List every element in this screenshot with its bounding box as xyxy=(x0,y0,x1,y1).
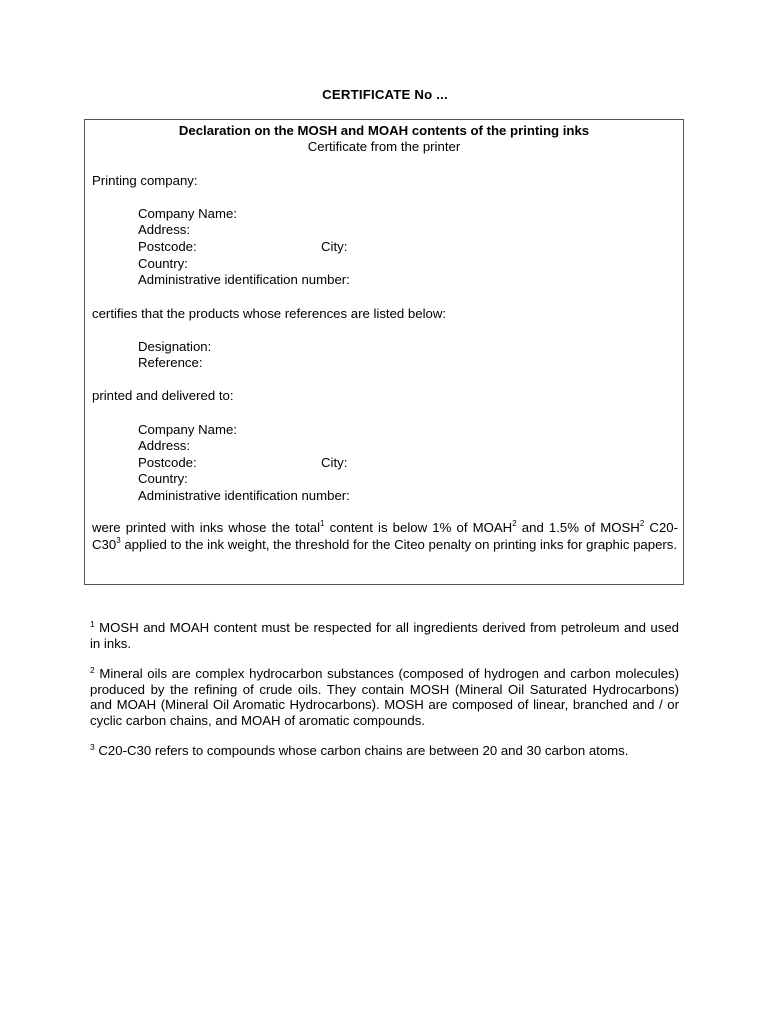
recipient-country-label: Country: xyxy=(138,471,188,486)
printing-company-label: Printing company: xyxy=(92,173,198,188)
declaration-subheading: Certificate from the printer xyxy=(307,139,461,154)
statement-paragraph: were printed with inks whose the total$^1$ content is below 1% of MOAH$^2$ and 1.5% of MOSH$^2$ $C20-C30^3$ applied to the ink weight, the threshold for the Citeo penalty on printing inks for graphic papers. xyxy=(92,519,679,552)
printer-country-label: Country: xyxy=(138,256,188,271)
declaration-heading: Declaration on the MOSH and MOAH contents of the printing inks xyxy=(178,123,590,138)
printer-admin-id-label: Administrative identification number: xyxy=(138,272,350,287)
footnote-2: $^2$ Mineral oils are complex hydrocarbon substances (composed of hydrogen and carbon molecules) produced by the refining of crude oils. They contain MOSH (Mineral Oil Saturated Hydrocarbons) and MOAH (Mineral Oil Aromatic Hydrocarbons). MOSH are composed of linear, branched and / or cyclic carbon chains, and MOAH of aromatic compounds. xyxy=(90,665,679,728)
declaration-box xyxy=(84,119,684,585)
certificate-title: CERTIFICATE No ... xyxy=(322,87,448,102)
recipient-admin-id-label: Administrative identification number: xyxy=(138,488,350,503)
printer-address-label: Address: xyxy=(138,222,191,237)
recipient-postcode-label: Postcode: xyxy=(138,455,197,470)
designation-label: Designation: xyxy=(138,339,212,354)
certifies-text: certifies that the products whose references are listed below: xyxy=(92,306,447,321)
footnote-ref-1: 1 xyxy=(320,519,325,528)
recipient-city-label: City: xyxy=(321,455,348,470)
reference-label: Reference: xyxy=(138,355,203,370)
printer-postcode-label: Postcode: xyxy=(138,239,197,254)
footnote-3: $^3$ C20-C30 refers to compounds whose carbon chains are between 20 and 30 carbon atoms. xyxy=(90,742,629,758)
printer-city-label: City: xyxy=(321,239,348,254)
footnote-ref-2a: 2 xyxy=(512,519,517,528)
footnote-1: $^1$ MOSH and MOAH content must be respected for all ingredients derived from petroleum and used in inks. xyxy=(90,619,679,651)
delivered-to-text: printed and delivered to: xyxy=(92,388,234,403)
footnote-ref-2b: 2 xyxy=(639,519,645,528)
recipient-company-name-label: Company Name: xyxy=(138,422,237,437)
recipient-address-label: Address: xyxy=(138,438,191,453)
footnote-ref-3: 3 xyxy=(116,535,121,545)
printer-company-name-label: Company Name: xyxy=(138,206,237,221)
